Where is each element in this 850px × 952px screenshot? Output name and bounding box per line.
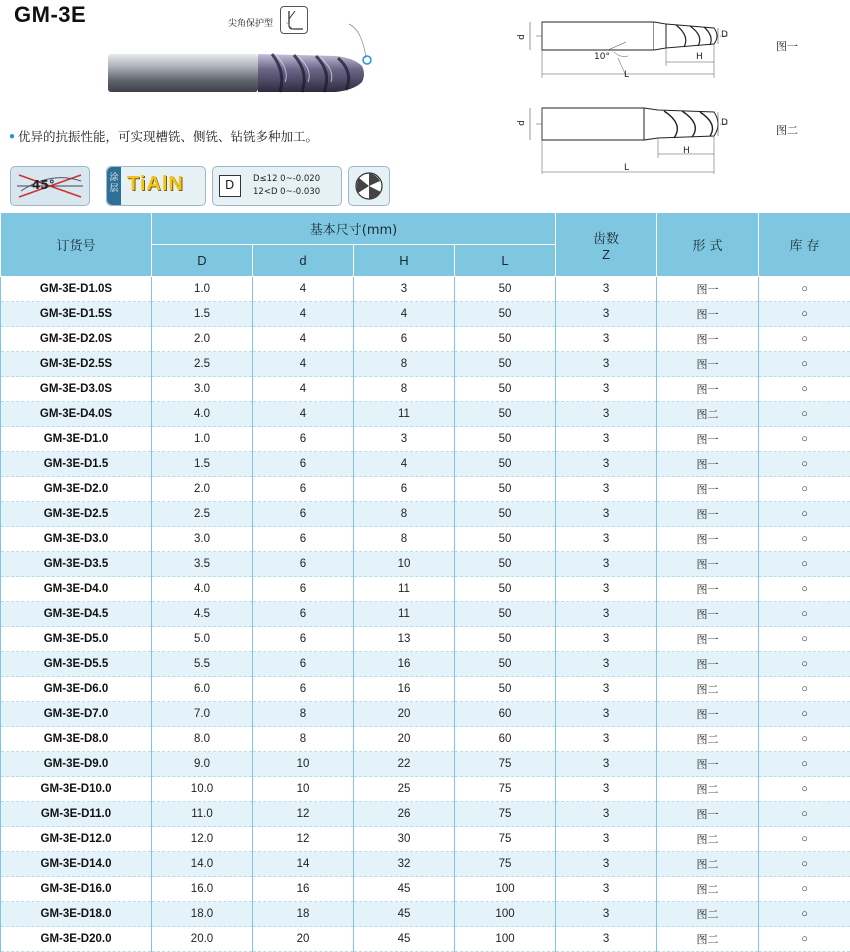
order-number: GM-3E-D1.5 [1,452,152,477]
form-type: 图一 [657,427,759,452]
overall-length-L: 75 [455,802,556,827]
diameter-D: 1.5 [152,302,253,327]
form-type: 图一 [657,477,759,502]
overall-length-L: 50 [455,652,556,677]
diameter-D: 7.0 [152,702,253,727]
stock-status: ○ [759,552,850,577]
overall-length-L: 100 [455,927,556,952]
order-number: GM-3E-D4.0 [1,577,152,602]
flute-length-H: 20 [354,702,455,727]
flute-length-H: 22 [354,752,455,777]
form-type: 图二 [657,402,759,427]
form-type: 图一 [657,352,759,377]
stock-status: ○ [759,827,850,852]
table-row [1,852,850,877]
stock-status: ○ [759,527,850,552]
form-type: 图二 [657,902,759,927]
shank-d: 4 [253,277,354,302]
table-row [1,377,850,402]
tool-type-label: 尖角保护型 [228,16,273,29]
form-type: 图一 [657,302,759,327]
diameter-D: 2.5 [152,502,253,527]
overall-length-L: 50 [455,502,556,527]
overall-length-L: 50 [455,302,556,327]
drawing-1-d: d [517,34,527,40]
stock-status: ○ [759,302,850,327]
overall-length-L: 50 [455,577,556,602]
overall-length-L: 50 [455,327,556,352]
overall-length-L: 60 [455,702,556,727]
diameter-D: 9.0 [152,752,253,777]
overall-length-L: 100 [455,902,556,927]
diameter-D: 20.0 [152,927,253,952]
table-row [1,802,850,827]
diameter-D: 5.5 [152,652,253,677]
stock-status: ○ [759,802,850,827]
form-type: 图一 [657,602,759,627]
feature-description [8,127,318,145]
form-type: 图一 [657,702,759,727]
form-type: 图一 [657,527,759,552]
shank-d: 6 [253,627,354,652]
diameter-D: 1.0 [152,427,253,452]
flute-length-H: 25 [354,777,455,802]
header-D: D [152,245,253,277]
stock-status: ○ [759,377,850,402]
stock-status: ○ [759,327,850,352]
diameter-D: 5.0 [152,627,253,652]
table-row [1,352,850,377]
diameter-D: 8.0 [152,727,253,752]
stock-status: ○ [759,852,850,877]
order-number: GM-3E-D1.5S [1,302,152,327]
shank-d: 12 [253,827,354,852]
form-type: 图一 [657,577,759,602]
flute-length-H: 3 [354,427,455,452]
form-type: 图一 [657,502,759,527]
order-number: GM-3E-D5.0 [1,627,152,652]
teeth-count: 3 [556,902,657,927]
stock-status: ○ [759,877,850,902]
flute-length-H: 16 [354,677,455,702]
table-row [1,502,850,527]
diameter-D: 18.0 [152,902,253,927]
header-basic-size: 基本尺寸(mm) [152,213,556,245]
teeth-count: 3 [556,802,657,827]
flute-length-H: 6 [354,477,455,502]
overall-length-L: 50 [455,277,556,302]
helix-angle-icon [10,166,90,206]
shank-d: 8 [253,702,354,727]
order-number: GM-3E-D4.5 [1,602,152,627]
table-row [1,327,850,352]
stock-status: ○ [759,677,850,702]
form-type: 图二 [657,727,759,752]
header-teeth [556,213,657,277]
table-row [1,302,850,327]
stock-status: ○ [759,502,850,527]
flute-length-H: 45 [354,877,455,902]
shank-d: 4 [253,327,354,352]
teeth-count: 3 [556,502,657,527]
coating-name: TiAlN [127,173,184,196]
helix-angle-value: 45° [32,178,55,192]
form-type: 图一 [657,452,759,477]
form-type: 图一 [657,802,759,827]
form-type: 图一 [657,277,759,302]
overall-length-L: 75 [455,827,556,852]
tolerance-line-1: D≤12 0~-0.020 [253,174,320,184]
coating-badge [106,166,206,206]
header-teeth-label: 齿数 [556,228,656,247]
stock-status: ○ [759,452,850,477]
diameter-D: 3.0 [152,377,253,402]
stock-status: ○ [759,627,850,652]
order-number: GM-3E-D3.0S [1,377,152,402]
stock-status: ○ [759,352,850,377]
teeth-count: 3 [556,777,657,802]
flute-length-H: 6 [354,327,455,352]
product-title: GM-3E [14,2,86,28]
shank-d: 6 [253,527,354,552]
order-number: GM-3E-D2.0 [1,477,152,502]
stock-status: ○ [759,777,850,802]
header-L: L [455,245,556,277]
flute-length-H: 45 [354,927,455,952]
stock-status: ○ [759,902,850,927]
teeth-count: 3 [556,402,657,427]
shank-d: 6 [253,477,354,502]
form-type: 图二 [657,827,759,852]
form-type: 图一 [657,377,759,402]
shank-d: 6 [253,602,354,627]
table-row [1,652,850,677]
shank-d: 6 [253,452,354,477]
shank-d: 4 [253,302,354,327]
overall-length-L: 100 [455,877,556,902]
diameter-D: 2.0 [152,477,253,502]
end-mill-image [104,22,380,100]
drawing-1-L: L [624,70,629,80]
teeth-count: 3 [556,927,657,952]
table-row [1,627,850,652]
overall-length-L: 50 [455,602,556,627]
stock-status: ○ [759,577,850,602]
shank-d: 4 [253,352,354,377]
order-number: GM-3E-D2.5 [1,502,152,527]
figure-1-label: 图一 [776,38,798,54]
drawing-2-H: H [683,146,690,156]
overall-length-L: 50 [455,427,556,452]
table-row [1,402,850,427]
shank-d: 10 [253,752,354,777]
order-number: GM-3E-D7.0 [1,702,152,727]
header-stock: 库 存 [759,213,850,277]
teeth-count: 3 [556,427,657,452]
order-number: GM-3E-D11.0 [1,802,152,827]
diameter-D: 4.0 [152,402,253,427]
coating-tag-text: 涂层 [108,173,120,195]
drawing-1-D: D [721,30,728,40]
table-row [1,877,850,902]
order-number: GM-3E-D9.0 [1,752,152,777]
feature-text: 优异的抗振性能，可实现槽铣、侧铣、钻铣多种加工。 [18,129,318,144]
overall-length-L: 75 [455,852,556,877]
form-type: 图一 [657,752,759,777]
order-number: GM-3E-D1.0 [1,427,152,452]
table-row [1,677,850,702]
table-row [1,752,850,777]
spec-table [0,212,850,952]
flute-length-H: 8 [354,377,455,402]
three-flute-icon [348,166,390,206]
shank-d: 4 [253,377,354,402]
tolerance-symbol-icon: D [219,175,241,197]
flute-length-H: 8 [354,352,455,377]
bullet-icon: • [8,129,16,144]
order-number: GM-3E-D8.0 [1,727,152,752]
stock-status: ○ [759,927,850,952]
order-number: GM-3E-D1.0S [1,277,152,302]
header-H: H [354,245,455,277]
overall-length-L: 50 [455,677,556,702]
shank-d: 6 [253,577,354,602]
flute-length-H: 4 [354,452,455,477]
shank-d: 6 [253,677,354,702]
shank-d: 4 [253,402,354,427]
drawing-figure-1 [518,12,738,92]
diameter-D: 6.0 [152,677,253,702]
flute-length-H: 30 [354,827,455,852]
flute-length-H: 13 [354,627,455,652]
flute-length-H: 26 [354,802,455,827]
teeth-count: 3 [556,302,657,327]
stock-status: ○ [759,477,850,502]
flute-length-H: 3 [354,277,455,302]
shank-d: 6 [253,502,354,527]
table-row [1,702,850,727]
overall-length-L: 50 [455,527,556,552]
diameter-D: 11.0 [152,802,253,827]
flute-length-H: 8 [354,502,455,527]
teeth-count: 3 [556,527,657,552]
teeth-count: 3 [556,852,657,877]
shank-d: 16 [253,877,354,902]
form-type: 图二 [657,852,759,877]
overall-length-L: 50 [455,627,556,652]
order-number: GM-3E-D2.0S [1,327,152,352]
teeth-count: 3 [556,352,657,377]
shank-d: 6 [253,552,354,577]
teeth-count: 3 [556,577,657,602]
diameter-D: 10.0 [152,777,253,802]
shank-d: 18 [253,902,354,927]
shank-d: 6 [253,652,354,677]
figure-2-label: 图二 [776,122,798,138]
teeth-count: 3 [556,827,657,852]
shank-d: 12 [253,802,354,827]
diameter-D: 2.0 [152,327,253,352]
tolerance-badge [212,166,342,206]
stock-status: ○ [759,652,850,677]
stock-status: ○ [759,427,850,452]
overall-length-L: 50 [455,352,556,377]
header-teeth-symbol: Z [556,247,656,262]
shank-d: 6 [253,427,354,452]
table-row [1,277,850,302]
form-type: 图一 [657,552,759,577]
form-type: 图二 [657,677,759,702]
drawing-2-L: L [624,163,629,173]
tolerance-line-2: 12<D 0~-0.030 [253,187,320,197]
table-row [1,452,850,477]
table-row [1,577,850,602]
flute-length-H: 8 [354,527,455,552]
diameter-D: 14.0 [152,852,253,877]
teeth-count: 3 [556,277,657,302]
shank-d: 14 [253,852,354,877]
table-row [1,527,850,552]
diameter-D: 1.5 [152,452,253,477]
overall-length-L: 75 [455,752,556,777]
flute-length-H: 11 [354,577,455,602]
teeth-count: 3 [556,727,657,752]
overall-length-L: 75 [455,777,556,802]
order-number: GM-3E-D10.0 [1,777,152,802]
table-row [1,602,850,627]
order-number: GM-3E-D3.0 [1,527,152,552]
form-type: 图二 [657,877,759,902]
form-type: 图一 [657,327,759,352]
order-number: GM-3E-D6.0 [1,677,152,702]
stock-status: ○ [759,602,850,627]
table-row [1,727,850,752]
header-form: 形 式 [657,213,759,277]
teeth-count: 3 [556,377,657,402]
teeth-count: 3 [556,702,657,727]
diameter-D: 16.0 [152,877,253,902]
product-header [0,0,850,212]
flute-length-H: 4 [354,302,455,327]
drawing-1-angle: 10° [594,52,610,62]
order-number: GM-3E-D4.0S [1,402,152,427]
teeth-count: 3 [556,627,657,652]
order-number: GM-3E-D20.0 [1,927,152,952]
teeth-count: 3 [556,452,657,477]
shank-d: 20 [253,927,354,952]
diameter-D: 4.5 [152,602,253,627]
teeth-count: 3 [556,752,657,777]
table-body [1,277,850,952]
drawing-1-H: H [696,52,703,62]
flute-length-H: 11 [354,602,455,627]
table-row [1,552,850,577]
form-type: 图二 [657,777,759,802]
shank-d: 10 [253,777,354,802]
teeth-count: 3 [556,877,657,902]
flute-length-H: 20 [354,727,455,752]
table-row [1,777,850,802]
teeth-count: 3 [556,602,657,627]
diameter-D: 1.0 [152,277,253,302]
diameter-D: 3.5 [152,552,253,577]
shank-d: 8 [253,727,354,752]
overall-length-L: 60 [455,727,556,752]
order-number: GM-3E-D14.0 [1,852,152,877]
diameter-D: 2.5 [152,352,253,377]
teeth-count: 3 [556,552,657,577]
diameter-D: 3.0 [152,527,253,552]
order-number: GM-3E-D16.0 [1,877,152,902]
flute-length-H: 11 [354,402,455,427]
form-type: 图一 [657,652,759,677]
header-d: d [253,245,354,277]
teeth-count: 3 [556,477,657,502]
stock-status: ○ [759,277,850,302]
table-row [1,927,850,952]
flute-length-H: 45 [354,902,455,927]
teeth-count: 3 [556,327,657,352]
stock-status: ○ [759,752,850,777]
form-type: 图一 [657,627,759,652]
overall-length-L: 50 [455,402,556,427]
teeth-count: 3 [556,652,657,677]
stock-status: ○ [759,702,850,727]
overall-length-L: 50 [455,377,556,402]
header-order-no: 订货号 [1,213,152,277]
overall-length-L: 50 [455,452,556,477]
table-row [1,427,850,452]
order-number: GM-3E-D18.0 [1,902,152,927]
table-row [1,477,850,502]
drawing-2-D: D [721,118,728,128]
diameter-D: 4.0 [152,577,253,602]
stock-status: ○ [759,727,850,752]
diameter-D: 12.0 [152,827,253,852]
order-number: GM-3E-D5.5 [1,652,152,677]
flute-length-H: 16 [354,652,455,677]
stock-status: ○ [759,402,850,427]
order-number: GM-3E-D2.5S [1,352,152,377]
table-row [1,902,850,927]
overall-length-L: 50 [455,552,556,577]
overall-length-L: 50 [455,477,556,502]
teeth-count: 3 [556,677,657,702]
flute-length-H: 10 [354,552,455,577]
table-row [1,827,850,852]
flute-length-H: 32 [354,852,455,877]
order-number: GM-3E-D12.0 [1,827,152,852]
form-type: 图二 [657,927,759,952]
order-number: GM-3E-D3.5 [1,552,152,577]
drawing-2-d: d [517,120,527,126]
